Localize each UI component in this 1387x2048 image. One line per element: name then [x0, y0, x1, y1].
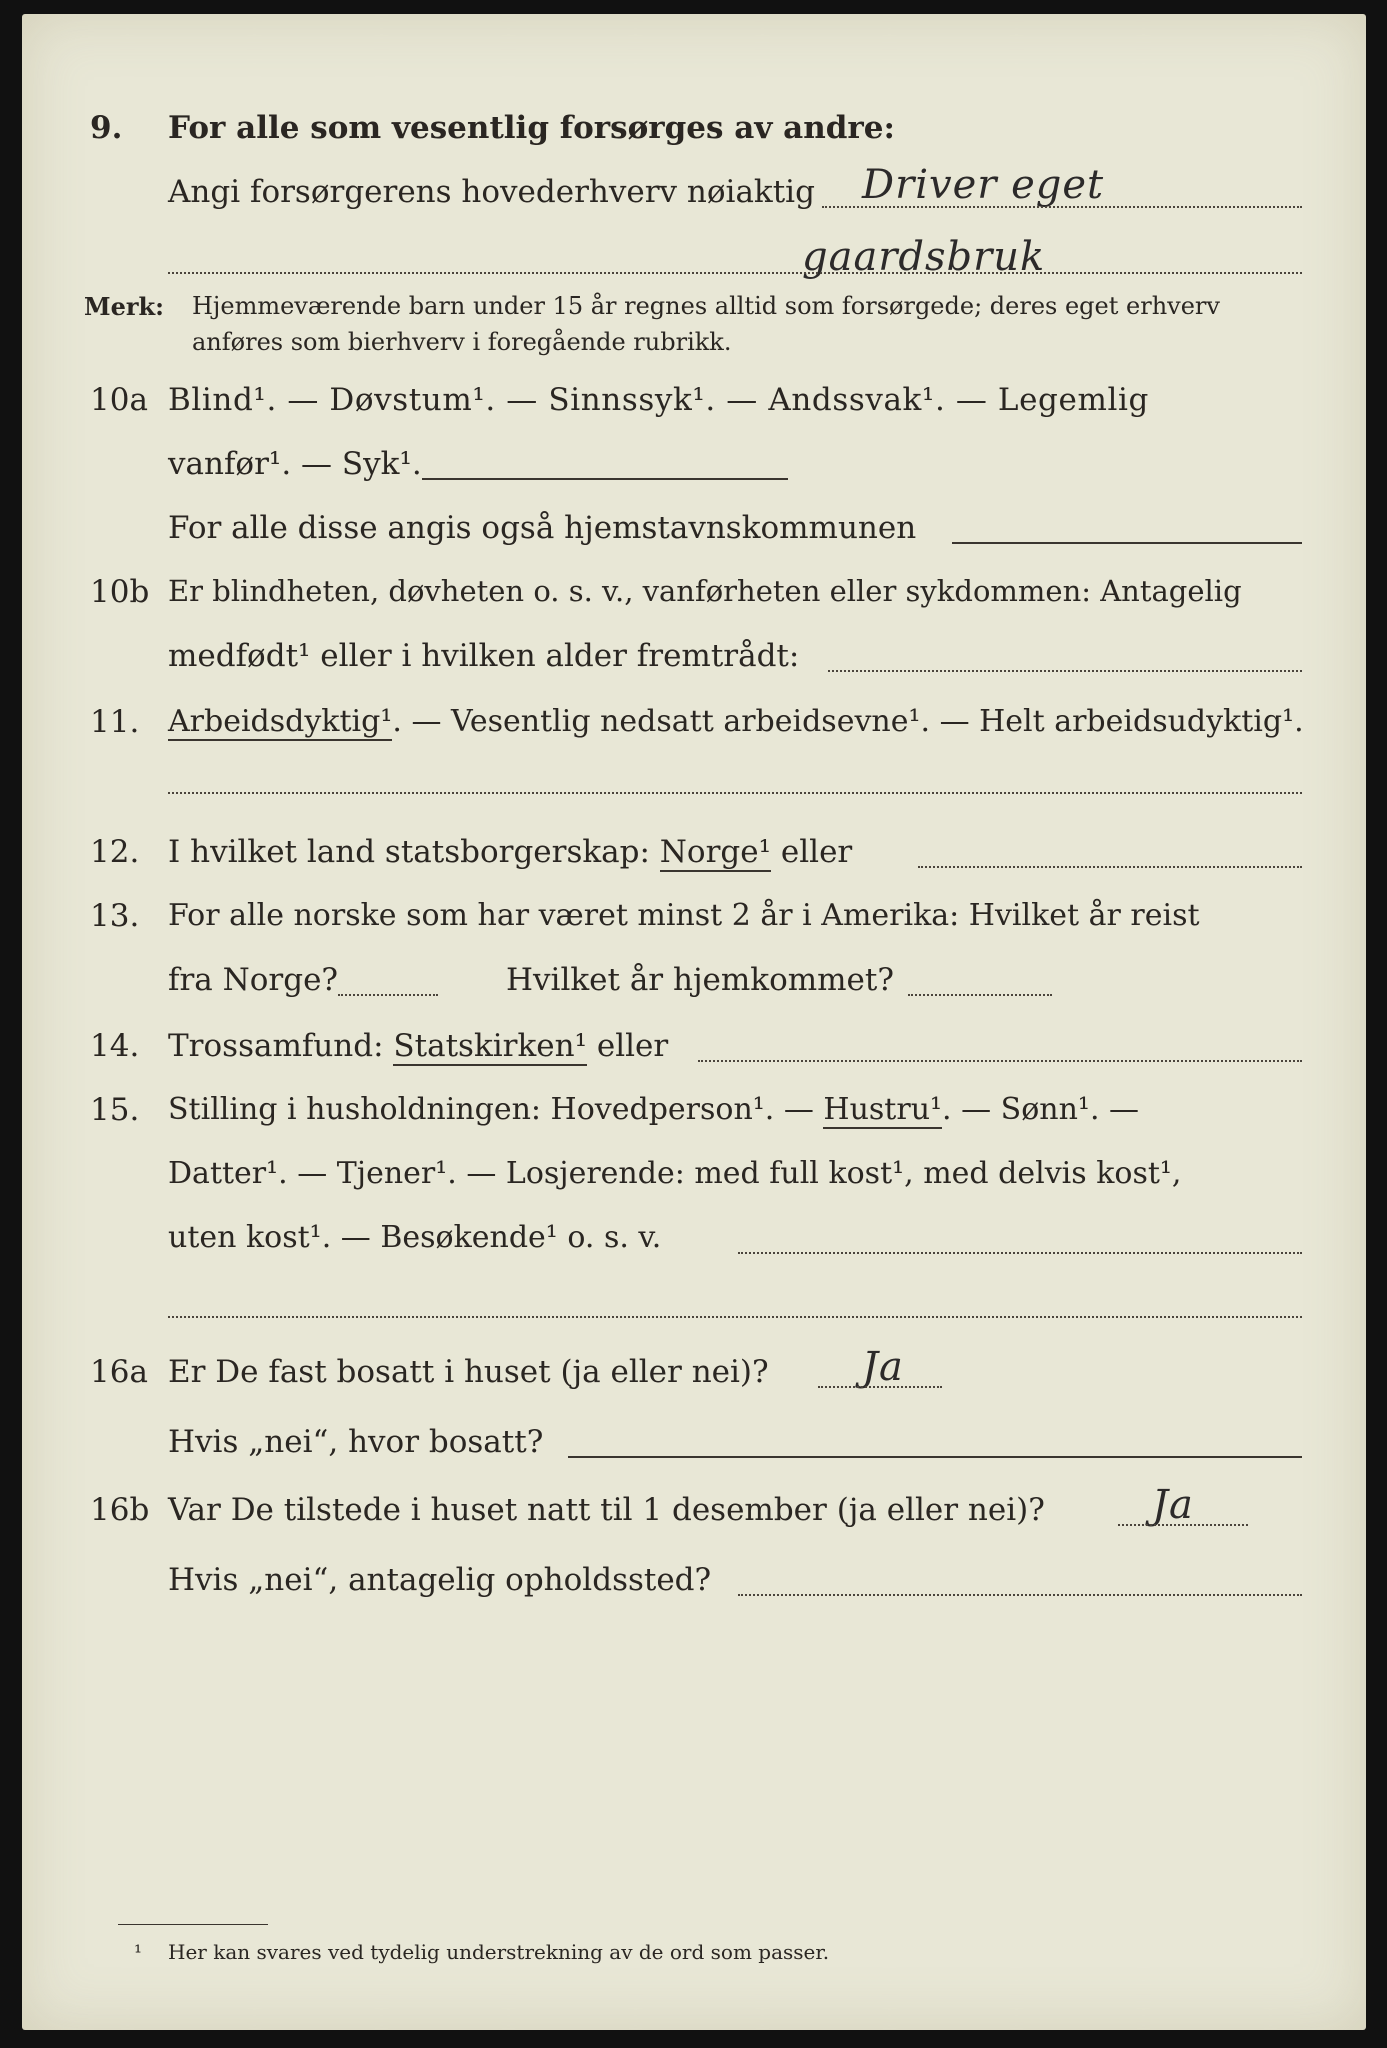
q12-prefix: I hvilket land statsborgerskap:	[168, 834, 650, 870]
q14-answer-line[interactable]	[698, 1060, 1302, 1062]
q11-option-arbeidsdyktig[interactable]: Arbeidsdyktig¹	[168, 704, 393, 739]
footnote-rule	[118, 1924, 268, 1925]
q15-line-1	[168, 1092, 1139, 1127]
q9-prompt: Angi forsørgerens hovederhverv nøiaktig	[168, 174, 815, 210]
q15-line-2: Datter¹. — Tjener¹. — Losjerende: med full kost¹, med delvis kost¹,	[168, 1156, 1182, 1191]
q9-answer-line-1[interactable]	[822, 206, 1302, 208]
q16b-number: 16b	[90, 1492, 150, 1528]
q10a-hjemstavn-line[interactable]	[952, 542, 1302, 544]
q15-answer-line-2[interactable]	[168, 1316, 1302, 1318]
q15-line-3: uten kost¹. — Besøkende¹ o. s. v.	[168, 1220, 662, 1255]
q14-prefix: Trossamfund:	[168, 1028, 384, 1064]
merk-line-2: anføres som bierhverv i foregående rubrikk.	[192, 328, 732, 356]
q15-answer-line[interactable]	[738, 1252, 1302, 1254]
q13-line-2b: Hvilket år hjemkommet?	[506, 962, 894, 998]
q14-suffix: eller	[596, 1028, 669, 1064]
q11-text	[168, 704, 1304, 739]
q11-number: 11.	[90, 704, 140, 740]
merk-line-1: Hjemmeværende barn under 15 år regnes alltid som forsørgede; deres eget erhverv	[192, 292, 1220, 320]
q10a-number: 10a	[90, 382, 148, 418]
q15-number: 15.	[90, 1092, 140, 1128]
q16a-line-1: Er De fast bosatt i huset (ja eller nei)?	[168, 1354, 769, 1390]
q14-number: 14.	[90, 1028, 140, 1064]
q10b-line-2: medfødt¹ eller i hvilken alder fremtrådt:	[168, 638, 800, 674]
q10a-line-1: Blind¹. — Døvstum¹. — Sinnssyk¹. — Andssvak¹. — Legemlig	[168, 382, 1149, 418]
merk-label: Merk:	[84, 292, 164, 321]
q13-hjemkommet-line[interactable]	[908, 994, 1052, 996]
q12-suffix: eller	[780, 834, 853, 870]
q16a-line-2: Hvis „nei“, hvor bosatt?	[168, 1424, 544, 1460]
q16b-line-2: Hvis „nei“, antagelig opholdssted?	[168, 1562, 712, 1598]
q16b-opholdssted-line[interactable]	[738, 1594, 1302, 1596]
q16b-answer-line[interactable]	[1118, 1524, 1248, 1526]
q16a-handwritten-answer: Ja	[862, 1344, 904, 1390]
q12-number: 12.	[90, 834, 140, 870]
q14-option-statskirken[interactable]: Statskirken¹	[393, 1028, 587, 1064]
q10a-syk-line[interactable]	[422, 478, 788, 480]
q13-reist-line[interactable]	[338, 994, 438, 996]
census-form-sheet	[22, 14, 1366, 2030]
q11-rest: . — Vesentlig nedsatt arbeidsevne¹. — Helt arbeidsudyktig¹.	[392, 704, 1304, 739]
q11-answer-line[interactable]	[168, 792, 1302, 794]
q10b-line-1: Er blindheten, døvheten o. s. v., vanførheten eller sykdommen: Antagelig	[168, 574, 1242, 608]
q15-line-1a: Stilling i husholdningen: Hovedperson¹. —	[168, 1092, 814, 1127]
q15-option-hustru[interactable]: Hustru¹	[823, 1092, 943, 1127]
q9-handwritten-answer-2: gaardsbruk	[802, 234, 1046, 280]
q16b-handwritten-answer: Ja	[1152, 1482, 1194, 1528]
q9-handwritten-answer-1: Driver eget	[862, 162, 1105, 208]
q10b-number: 10b	[90, 574, 150, 610]
q14-text	[168, 1028, 668, 1064]
footnote-text: Her kan svares ved tydelig understrekning av de ord som passer.	[168, 1940, 830, 1964]
q9-number: 9.	[90, 110, 123, 146]
q15-line-1b: . — Sønn¹. —	[942, 1092, 1140, 1127]
q12-text	[168, 834, 852, 870]
q16a-number: 16a	[90, 1354, 148, 1390]
q9-answer-line-2[interactable]	[168, 272, 1302, 274]
q16a-bosatt-line[interactable]	[568, 1456, 1302, 1458]
q12-answer-line[interactable]	[918, 866, 1302, 868]
q12-option-norge[interactable]: Norge¹	[659, 834, 772, 870]
q16b-line-1: Var De tilstede i huset natt til 1 desember (ja eller nei)?	[168, 1492, 1045, 1528]
q9-heading: For alle som vesentlig forsørges av andre:	[168, 110, 895, 146]
q10a-line-2: vanfør¹. — Syk¹.	[168, 446, 422, 482]
q16a-answer-line[interactable]	[818, 1386, 942, 1388]
q13-line-1: For alle norske som har været minst 2 år i Amerika: Hvilket år reist	[168, 898, 1200, 933]
q13-number: 13.	[90, 898, 140, 934]
q10b-answer-line[interactable]	[828, 670, 1302, 672]
q10a-line-3: For alle disse angis også hjemstavnskommunen	[168, 510, 917, 546]
footnote-mark: ¹	[134, 1940, 143, 1964]
q13-line-2a: fra Norge?	[168, 962, 339, 998]
